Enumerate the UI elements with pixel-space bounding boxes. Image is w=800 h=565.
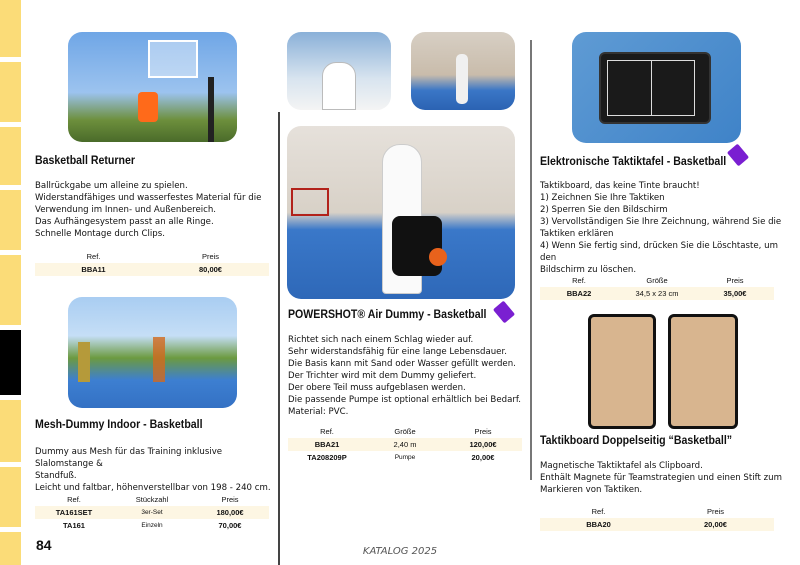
table-row [540, 287, 774, 300]
section-tab[interactable] [0, 127, 21, 185]
size: Pumpe [394, 454, 416, 461]
table-row [35, 519, 269, 532]
desc-line: Ballrückgabe um alleine zu spielen. [35, 181, 188, 191]
desc-line: Der obere Teil muss aufgeblasen werden. [288, 383, 466, 393]
desc-line: Richtet sich nach einem Schlag wieder auf. [288, 335, 474, 345]
qty: 3er-Set [141, 509, 163, 516]
desc-line: Enthält Magnete für Teamstrategien und einen Stift zum [540, 473, 782, 483]
column-divider [530, 40, 532, 480]
price: 35,00€ [723, 289, 747, 298]
col-ref: Ref. [86, 252, 101, 261]
table-row [35, 506, 269, 519]
desc-line: Taktiken erklären [540, 229, 614, 239]
col-price: Preis [201, 252, 220, 261]
table-header [35, 493, 269, 506]
col-price: Preis [474, 427, 492, 436]
product-description [288, 334, 528, 418]
product-description [35, 446, 280, 494]
desc-line: Magnetische Taktiktafel als Clipboard. [540, 461, 703, 471]
price: 20,00€ [704, 520, 727, 529]
section-tab[interactable] [0, 467, 21, 527]
table-header [540, 505, 774, 518]
desc-line: 2) Sperren Sie den Bildschirm [540, 205, 668, 215]
col-price: Preis [221, 495, 239, 504]
ref: BBA21 [314, 440, 340, 449]
product-image-air-dummy-gym [411, 32, 515, 110]
section-tab[interactable] [0, 190, 21, 250]
col-ref: Ref. [591, 507, 606, 516]
desc-line: Sehr widerstandsfähig für eine lange Lebensdauer. [288, 347, 507, 357]
ref: BBA22 [566, 289, 592, 298]
price-table [35, 493, 269, 532]
desc-line: Markieren von Taktiken. [540, 485, 643, 495]
col-price: Preis [726, 276, 744, 285]
desc-line: Schnelle Montage durch Clips. [35, 229, 165, 239]
product-image-air-dummy-main [287, 126, 515, 299]
size: 2,40 m [393, 440, 417, 449]
ref: TA161SET [55, 508, 93, 517]
table-row [35, 263, 269, 276]
product-image-electronic-board [572, 32, 741, 143]
col-size: Größe [394, 427, 416, 436]
desc-line: Widerstandfähiges und wasserfestes Material für die [35, 193, 262, 203]
section-tab[interactable] [0, 400, 21, 462]
desc-line: Dummy aus Mesh für das Training inklusive Slalomstange & [35, 447, 223, 469]
price: 120,00€ [469, 440, 497, 449]
product-image-returner [68, 32, 237, 142]
product-description [540, 180, 785, 276]
catalog-footer: KATALOG 2025 [362, 546, 438, 557]
table-row [288, 451, 522, 464]
col-price: Preis [706, 507, 725, 516]
col-ref: Ref. [572, 276, 586, 285]
product-title: Taktikboard Doppelseitig “Basketball” [540, 435, 733, 447]
desc-line: Bildschirm zu löschen. [540, 265, 637, 275]
desc-line: Leicht und faltbar, höhenverstellbar von 198 - 240 cm. [35, 483, 271, 493]
price: 180,00€ [216, 508, 244, 517]
ref: TA161 [63, 521, 85, 530]
desc-line: Material: PVC. [288, 407, 349, 417]
desc-line: Der Trichter wird mit dem Dummy geliefert. [288, 371, 477, 381]
desc-line: 4) Wenn Sie fertig sind, drücken Sie die Löschtaste, um den [540, 241, 778, 263]
price-table [35, 250, 269, 276]
desc-line: 1) Zeichnen Sie Ihre Taktiken [540, 193, 665, 203]
new-tag-icon [727, 144, 749, 167]
price-table [288, 425, 522, 464]
product-image-air-dummy-detail [287, 32, 391, 110]
product-description [35, 180, 275, 240]
col-qty: Stückzahl [135, 495, 169, 504]
col-ref: Ref. [67, 495, 81, 504]
desc-line: Taktikboard, das keine Tinte braucht! [540, 181, 700, 191]
product-title: POWERSHOT® Air Dummy - Basketball [288, 309, 487, 321]
table-header [288, 425, 522, 438]
ref: TA208209P [307, 453, 347, 462]
table-header [540, 274, 774, 287]
price-table [540, 274, 774, 300]
table-row [540, 518, 774, 531]
desc-line: Die Basis kann mit Sand oder Wasser gefüllt werden. [288, 359, 516, 369]
page-number: 84 [36, 537, 52, 553]
price: 80,00€ [199, 265, 222, 274]
desc-line: Das Aufhängesystem passt an alle Ringe. [35, 217, 214, 227]
product-title: Mesh-Dummy Indoor - Basketball [35, 419, 203, 431]
col-ref: Ref. [320, 427, 334, 436]
col-size: Größe [646, 276, 668, 285]
ref: BBA11 [81, 265, 106, 274]
desc-line: 3) Vervollständigen Sie Ihre Zeichnung, während Sie die [540, 217, 782, 227]
desc-line: Die passende Pumpe ist optional erhältlich bei Bedarf. [288, 395, 522, 405]
table-row [288, 438, 522, 451]
product-title: Basketball Returner [35, 155, 135, 167]
section-tab[interactable] [0, 255, 21, 325]
desc-line: Verwendung im Innen- und Außenbereich. [35, 205, 217, 215]
desc-line: Standfuß. [35, 471, 77, 481]
new-tag-icon [493, 301, 515, 324]
qty: Einzeln [141, 522, 163, 529]
section-tab[interactable] [0, 0, 21, 57]
ref: BBA20 [586, 520, 611, 529]
price: 70,00€ [218, 521, 242, 530]
product-image-mesh-dummy [68, 297, 237, 408]
table-header [35, 250, 269, 263]
size: 34,5 x 23 cm [635, 289, 679, 298]
section-tab-active[interactable] [0, 330, 21, 395]
column-divider [278, 112, 280, 565]
product-title: Elektronische Taktiktafel - Basketball [540, 156, 727, 168]
product-image-clipboard [588, 314, 741, 429]
price-table [540, 505, 774, 531]
price: 20,00€ [471, 453, 495, 462]
product-description [540, 460, 785, 496]
section-tab[interactable] [0, 62, 21, 122]
